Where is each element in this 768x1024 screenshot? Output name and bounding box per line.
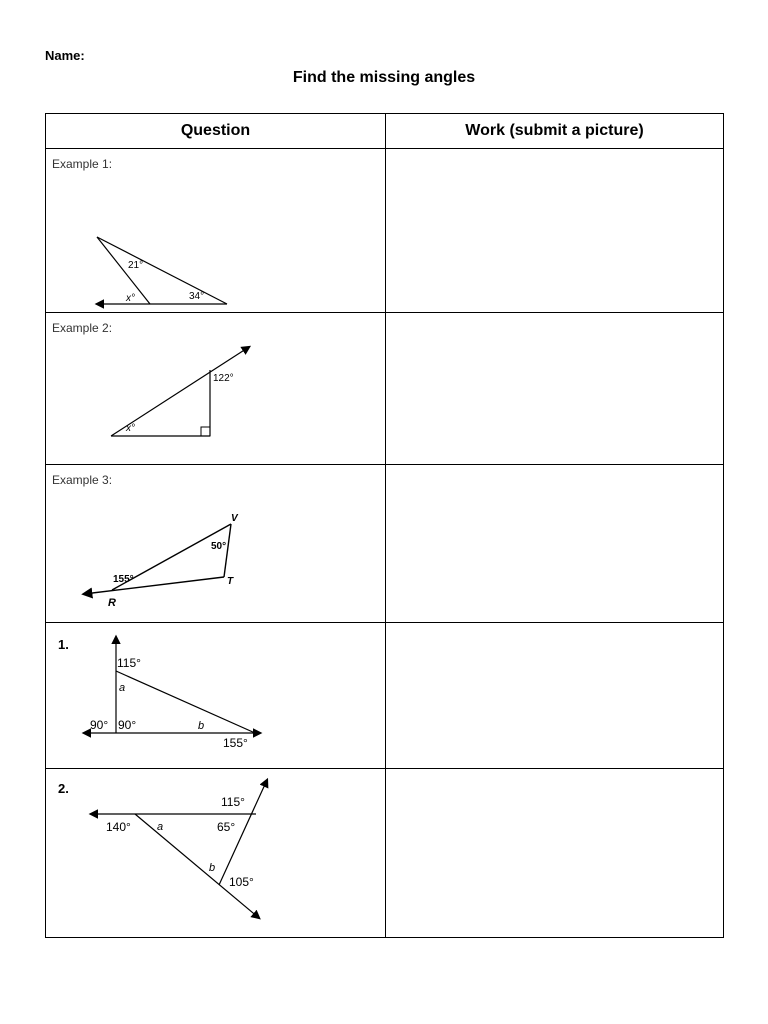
work-cell[interactable] (386, 623, 724, 769)
angle-label: 115° (221, 795, 245, 809)
angle-label: b (209, 862, 216, 874)
side-line (97, 237, 227, 304)
page-title: Find the missing angles (292, 69, 476, 86)
angle-label: 155° (113, 574, 134, 585)
hypotenuse-line (116, 671, 255, 733)
row-label: Example 3: (52, 473, 113, 487)
question-cell (46, 465, 386, 623)
column-header-question: Question (46, 114, 386, 149)
angle-label: 21° (128, 260, 144, 271)
worksheet-table (45, 113, 724, 938)
angle-label: 50° (211, 541, 227, 552)
table-row (46, 769, 724, 938)
work-cell[interactable] (386, 465, 724, 623)
question-cell (46, 623, 386, 769)
row-label: Example 1: (52, 157, 113, 171)
right-angle-mark (201, 427, 210, 436)
angle-label: b (198, 720, 205, 732)
angle-label: x° (126, 423, 135, 434)
table-row (46, 465, 724, 623)
table-row (46, 313, 724, 465)
question-cell (46, 149, 386, 313)
vertex-label: V (231, 513, 238, 524)
row-label: 2. (58, 781, 69, 796)
angle-label: 140° (106, 820, 131, 834)
question-cell (46, 313, 386, 465)
vertex-label: R (108, 597, 116, 609)
table-row (46, 623, 724, 769)
angle-label: 105° (229, 875, 254, 889)
diagonal-ray (135, 814, 259, 918)
name-label: Name: (45, 48, 85, 63)
angle-label: a (157, 821, 164, 833)
figure-example-2 (46, 313, 385, 464)
table-row (46, 149, 724, 313)
angle-label: a (119, 682, 126, 694)
angle-label: 65° (217, 820, 236, 834)
figure-example-1 (46, 149, 385, 312)
work-cell[interactable] (386, 769, 724, 938)
figure-question-2 (46, 769, 385, 937)
table-header-row (46, 114, 724, 149)
figure-question-1 (46, 623, 385, 768)
angle-label: 122° (213, 373, 234, 384)
vertex-label: T (227, 576, 234, 587)
angle-label: 155° (223, 736, 248, 750)
work-cell[interactable] (386, 313, 724, 465)
angle-label: 34° (189, 291, 205, 302)
column-header-work: Work (submit a picture) (386, 114, 724, 149)
figure-example-3 (46, 465, 385, 622)
angle-label: 90° (118, 718, 137, 732)
angle-label: 90° (90, 718, 109, 732)
work-cell[interactable] (386, 149, 724, 313)
base-ray (84, 577, 224, 594)
row-label: Example 2: (52, 321, 113, 335)
angle-label: 115° (117, 656, 141, 670)
row-label: 1. (58, 637, 69, 652)
angle-label: x° (126, 293, 135, 304)
question-cell (46, 769, 386, 938)
